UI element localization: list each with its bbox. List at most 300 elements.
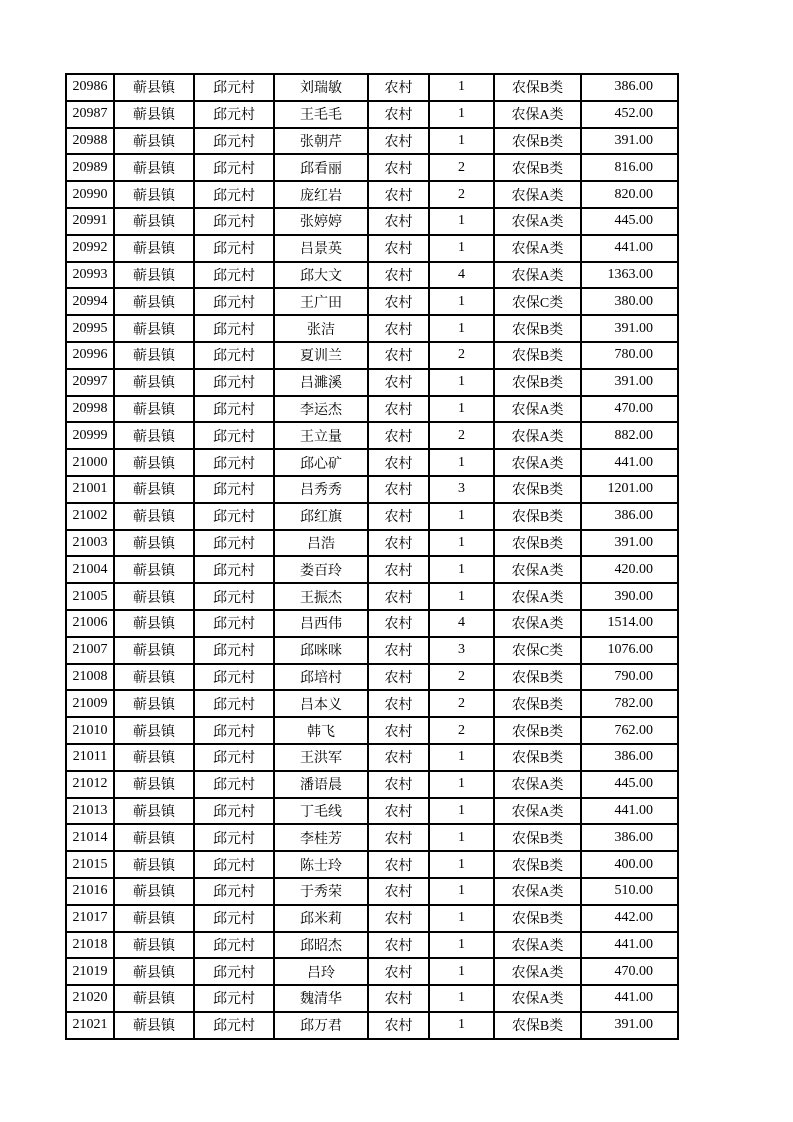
category-cell: 农保B类 xyxy=(494,369,581,396)
village-cell: 邱元村 xyxy=(194,449,274,476)
seq-cell: 21006 xyxy=(66,610,114,637)
count-cell: 1 xyxy=(429,369,494,396)
seq-cell: 21009 xyxy=(66,690,114,717)
table-row xyxy=(66,985,678,1012)
type-cell: 农村 xyxy=(368,583,429,610)
count-cell: 3 xyxy=(429,476,494,503)
category-cell: 农保A类 xyxy=(494,985,581,1012)
amount-cell: 1201.00 xyxy=(581,476,678,503)
type-cell: 农村 xyxy=(368,798,429,825)
count-cell: 1 xyxy=(429,771,494,798)
name-cell: 邱万君 xyxy=(274,1012,368,1039)
name-cell: 吕濉溪 xyxy=(274,369,368,396)
count-cell: 4 xyxy=(429,262,494,289)
name-cell: 邱大文 xyxy=(274,262,368,289)
type-cell: 农村 xyxy=(368,235,429,262)
count-cell: 1 xyxy=(429,235,494,262)
name-cell: 吕浩 xyxy=(274,530,368,557)
count-cell: 1 xyxy=(429,958,494,985)
town-cell: 蕲县镇 xyxy=(114,396,194,423)
type-cell: 农村 xyxy=(368,181,429,208)
name-cell: 邱咪咪 xyxy=(274,637,368,664)
type-cell: 农村 xyxy=(368,476,429,503)
seq-cell: 21007 xyxy=(66,637,114,664)
town-cell: 蕲县镇 xyxy=(114,932,194,959)
village-cell: 邱元村 xyxy=(194,342,274,369)
name-cell: 娄百玲 xyxy=(274,556,368,583)
count-cell: 1 xyxy=(429,449,494,476)
name-cell: 邱看丽 xyxy=(274,154,368,181)
count-cell: 1 xyxy=(429,824,494,851)
category-cell: 农保A类 xyxy=(494,422,581,449)
town-cell: 蕲县镇 xyxy=(114,503,194,530)
amount-cell: 780.00 xyxy=(581,342,678,369)
name-cell: 王毛毛 xyxy=(274,101,368,128)
type-cell: 农村 xyxy=(368,985,429,1012)
village-cell: 邱元村 xyxy=(194,181,274,208)
type-cell: 农村 xyxy=(368,637,429,664)
table-row xyxy=(66,369,678,396)
count-cell: 1 xyxy=(429,878,494,905)
category-cell: 农保A类 xyxy=(494,181,581,208)
name-cell: 吕玲 xyxy=(274,958,368,985)
name-cell: 张朝芹 xyxy=(274,128,368,155)
amount-cell: 470.00 xyxy=(581,396,678,423)
type-cell: 农村 xyxy=(368,744,429,771)
village-cell: 邱元村 xyxy=(194,664,274,691)
village-cell: 邱元村 xyxy=(194,690,274,717)
amount-cell: 1514.00 xyxy=(581,610,678,637)
table-row xyxy=(66,101,678,128)
table-row xyxy=(66,1012,678,1039)
category-cell: 农保C类 xyxy=(494,637,581,664)
amount-cell: 391.00 xyxy=(581,315,678,342)
town-cell: 蕲县镇 xyxy=(114,905,194,932)
seq-cell: 21008 xyxy=(66,664,114,691)
amount-cell: 882.00 xyxy=(581,422,678,449)
table-row xyxy=(66,690,678,717)
count-cell: 1 xyxy=(429,932,494,959)
count-cell: 2 xyxy=(429,690,494,717)
seq-cell: 21002 xyxy=(66,503,114,530)
amount-cell: 445.00 xyxy=(581,208,678,235)
type-cell: 农村 xyxy=(368,556,429,583)
town-cell: 蕲县镇 xyxy=(114,235,194,262)
village-cell: 邱元村 xyxy=(194,101,274,128)
category-cell: 农保A类 xyxy=(494,878,581,905)
village-cell: 邱元村 xyxy=(194,771,274,798)
town-cell: 蕲县镇 xyxy=(114,208,194,235)
town-cell: 蕲县镇 xyxy=(114,288,194,315)
type-cell: 农村 xyxy=(368,74,429,101)
category-cell: 农保B类 xyxy=(494,476,581,503)
town-cell: 蕲县镇 xyxy=(114,181,194,208)
town-cell: 蕲县镇 xyxy=(114,369,194,396)
count-cell: 1 xyxy=(429,530,494,557)
table-row xyxy=(66,905,678,932)
amount-cell: 442.00 xyxy=(581,905,678,932)
village-cell: 邱元村 xyxy=(194,905,274,932)
seq-cell: 21010 xyxy=(66,717,114,744)
seq-cell: 20988 xyxy=(66,128,114,155)
count-cell: 1 xyxy=(429,101,494,128)
name-cell: 李桂芳 xyxy=(274,824,368,851)
town-cell: 蕲县镇 xyxy=(114,878,194,905)
seq-cell: 20996 xyxy=(66,342,114,369)
amount-cell: 390.00 xyxy=(581,583,678,610)
name-cell: 丁毛线 xyxy=(274,798,368,825)
count-cell: 3 xyxy=(429,637,494,664)
amount-cell: 386.00 xyxy=(581,744,678,771)
category-cell: 农保B类 xyxy=(494,154,581,181)
table-row xyxy=(66,664,678,691)
category-cell: 农保A类 xyxy=(494,396,581,423)
seq-cell: 20990 xyxy=(66,181,114,208)
type-cell: 农村 xyxy=(368,262,429,289)
town-cell: 蕲县镇 xyxy=(114,476,194,503)
town-cell: 蕲县镇 xyxy=(114,1012,194,1039)
village-cell: 邱元村 xyxy=(194,154,274,181)
amount-cell: 386.00 xyxy=(581,824,678,851)
count-cell: 1 xyxy=(429,503,494,530)
type-cell: 农村 xyxy=(368,771,429,798)
town-cell: 蕲县镇 xyxy=(114,637,194,664)
town-cell: 蕲县镇 xyxy=(114,958,194,985)
count-cell: 1 xyxy=(429,905,494,932)
name-cell: 吕景英 xyxy=(274,235,368,262)
village-cell: 邱元村 xyxy=(194,262,274,289)
table-row xyxy=(66,958,678,985)
count-cell: 1 xyxy=(429,1012,494,1039)
table-row xyxy=(66,128,678,155)
amount-cell: 391.00 xyxy=(581,369,678,396)
category-cell: 农保B类 xyxy=(494,905,581,932)
town-cell: 蕲县镇 xyxy=(114,74,194,101)
seq-cell: 21019 xyxy=(66,958,114,985)
town-cell: 蕲县镇 xyxy=(114,985,194,1012)
town-cell: 蕲县镇 xyxy=(114,744,194,771)
seq-cell: 20999 xyxy=(66,422,114,449)
type-cell: 农村 xyxy=(368,878,429,905)
count-cell: 1 xyxy=(429,583,494,610)
category-cell: 农保A类 xyxy=(494,235,581,262)
table-row xyxy=(66,235,678,262)
name-cell: 于秀荣 xyxy=(274,878,368,905)
name-cell: 王立量 xyxy=(274,422,368,449)
count-cell: 1 xyxy=(429,744,494,771)
name-cell: 陈士玲 xyxy=(274,851,368,878)
table-row xyxy=(66,288,678,315)
type-cell: 农村 xyxy=(368,851,429,878)
village-cell: 邱元村 xyxy=(194,288,274,315)
amount-cell: 441.00 xyxy=(581,449,678,476)
category-cell: 农保A类 xyxy=(494,771,581,798)
seq-cell: 21016 xyxy=(66,878,114,905)
amount-cell: 820.00 xyxy=(581,181,678,208)
town-cell: 蕲县镇 xyxy=(114,342,194,369)
category-cell: 农保B类 xyxy=(494,664,581,691)
type-cell: 农村 xyxy=(368,1012,429,1039)
town-cell: 蕲县镇 xyxy=(114,771,194,798)
amount-cell: 400.00 xyxy=(581,851,678,878)
type-cell: 农村 xyxy=(368,449,429,476)
name-cell: 庞红岩 xyxy=(274,181,368,208)
amount-cell: 380.00 xyxy=(581,288,678,315)
amount-cell: 790.00 xyxy=(581,664,678,691)
seq-cell: 21011 xyxy=(66,744,114,771)
amount-cell: 391.00 xyxy=(581,128,678,155)
village-cell: 邱元村 xyxy=(194,1012,274,1039)
amount-cell: 782.00 xyxy=(581,690,678,717)
seq-cell: 20986 xyxy=(66,74,114,101)
type-cell: 农村 xyxy=(368,288,429,315)
town-cell: 蕲县镇 xyxy=(114,664,194,691)
village-cell: 邱元村 xyxy=(194,128,274,155)
type-cell: 农村 xyxy=(368,315,429,342)
table-body xyxy=(66,74,678,1039)
seq-cell: 21005 xyxy=(66,583,114,610)
type-cell: 农村 xyxy=(368,128,429,155)
seq-cell: 21003 xyxy=(66,530,114,557)
category-cell: 农保B类 xyxy=(494,690,581,717)
seq-cell: 20994 xyxy=(66,288,114,315)
seq-cell: 21000 xyxy=(66,449,114,476)
amount-cell: 510.00 xyxy=(581,878,678,905)
table-row xyxy=(66,556,678,583)
table-row xyxy=(66,932,678,959)
amount-cell: 420.00 xyxy=(581,556,678,583)
name-cell: 王广田 xyxy=(274,288,368,315)
type-cell: 农村 xyxy=(368,422,429,449)
name-cell: 王洪军 xyxy=(274,744,368,771)
village-cell: 邱元村 xyxy=(194,422,274,449)
seq-cell: 20992 xyxy=(66,235,114,262)
town-cell: 蕲县镇 xyxy=(114,262,194,289)
amount-cell: 452.00 xyxy=(581,101,678,128)
town-cell: 蕲县镇 xyxy=(114,422,194,449)
seq-cell: 21014 xyxy=(66,824,114,851)
amount-cell: 391.00 xyxy=(581,1012,678,1039)
seq-cell: 21020 xyxy=(66,985,114,1012)
seq-cell: 21021 xyxy=(66,1012,114,1039)
village-cell: 邱元村 xyxy=(194,556,274,583)
amount-cell: 386.00 xyxy=(581,74,678,101)
town-cell: 蕲县镇 xyxy=(114,583,194,610)
table-row xyxy=(66,74,678,101)
village-cell: 邱元村 xyxy=(194,610,274,637)
village-cell: 邱元村 xyxy=(194,583,274,610)
amount-cell: 445.00 xyxy=(581,771,678,798)
category-cell: 农保A类 xyxy=(494,101,581,128)
seq-cell: 20987 xyxy=(66,101,114,128)
category-cell: 农保B类 xyxy=(494,851,581,878)
amount-cell: 1363.00 xyxy=(581,262,678,289)
table-row xyxy=(66,878,678,905)
seq-cell: 20995 xyxy=(66,315,114,342)
category-cell: 农保A类 xyxy=(494,449,581,476)
table-row xyxy=(66,637,678,664)
table-row xyxy=(66,530,678,557)
table-row xyxy=(66,824,678,851)
name-cell: 邱心矿 xyxy=(274,449,368,476)
name-cell: 吕秀秀 xyxy=(274,476,368,503)
town-cell: 蕲县镇 xyxy=(114,101,194,128)
amount-cell: 470.00 xyxy=(581,958,678,985)
table-row xyxy=(66,315,678,342)
village-cell: 邱元村 xyxy=(194,74,274,101)
category-cell: 农保A类 xyxy=(494,932,581,959)
name-cell: 魏清华 xyxy=(274,985,368,1012)
village-cell: 邱元村 xyxy=(194,476,274,503)
amount-cell: 441.00 xyxy=(581,798,678,825)
town-cell: 蕲县镇 xyxy=(114,851,194,878)
seq-cell: 21001 xyxy=(66,476,114,503)
table-row xyxy=(66,717,678,744)
village-cell: 邱元村 xyxy=(194,396,274,423)
benefits-table xyxy=(65,73,679,1040)
name-cell: 吕本义 xyxy=(274,690,368,717)
village-cell: 邱元村 xyxy=(194,315,274,342)
table-row xyxy=(66,610,678,637)
name-cell: 夏训兰 xyxy=(274,342,368,369)
table-row xyxy=(66,208,678,235)
name-cell: 邱培村 xyxy=(274,664,368,691)
town-cell: 蕲县镇 xyxy=(114,530,194,557)
table-row xyxy=(66,476,678,503)
count-cell: 2 xyxy=(429,342,494,369)
category-cell: 农保A类 xyxy=(494,208,581,235)
name-cell: 吕西伟 xyxy=(274,610,368,637)
table-row xyxy=(66,396,678,423)
table-row xyxy=(66,154,678,181)
village-cell: 邱元村 xyxy=(194,851,274,878)
amount-cell: 441.00 xyxy=(581,235,678,262)
town-cell: 蕲县镇 xyxy=(114,449,194,476)
name-cell: 王振杰 xyxy=(274,583,368,610)
village-cell: 邱元村 xyxy=(194,369,274,396)
seq-cell: 20993 xyxy=(66,262,114,289)
table-row xyxy=(66,449,678,476)
table-row xyxy=(66,181,678,208)
category-cell: 农保A类 xyxy=(494,958,581,985)
seq-cell: 20998 xyxy=(66,396,114,423)
seq-cell: 21013 xyxy=(66,798,114,825)
category-cell: 农保A类 xyxy=(494,556,581,583)
table-row xyxy=(66,771,678,798)
category-cell: 农保B类 xyxy=(494,717,581,744)
town-cell: 蕲县镇 xyxy=(114,717,194,744)
name-cell: 韩飞 xyxy=(274,717,368,744)
town-cell: 蕲县镇 xyxy=(114,824,194,851)
town-cell: 蕲县镇 xyxy=(114,315,194,342)
table-row xyxy=(66,851,678,878)
name-cell: 邱红旗 xyxy=(274,503,368,530)
town-cell: 蕲县镇 xyxy=(114,610,194,637)
village-cell: 邱元村 xyxy=(194,878,274,905)
table-row xyxy=(66,798,678,825)
count-cell: 1 xyxy=(429,74,494,101)
type-cell: 农村 xyxy=(368,208,429,235)
type-cell: 农村 xyxy=(368,369,429,396)
amount-cell: 391.00 xyxy=(581,530,678,557)
count-cell: 2 xyxy=(429,664,494,691)
table-row xyxy=(66,342,678,369)
village-cell: 邱元村 xyxy=(194,932,274,959)
seq-cell: 21012 xyxy=(66,771,114,798)
category-cell: 农保B类 xyxy=(494,315,581,342)
category-cell: 农保A类 xyxy=(494,610,581,637)
village-cell: 邱元村 xyxy=(194,824,274,851)
town-cell: 蕲县镇 xyxy=(114,798,194,825)
type-cell: 农村 xyxy=(368,396,429,423)
type-cell: 农村 xyxy=(368,717,429,744)
category-cell: 农保B类 xyxy=(494,824,581,851)
count-cell: 1 xyxy=(429,851,494,878)
seq-cell: 21015 xyxy=(66,851,114,878)
seq-cell: 20991 xyxy=(66,208,114,235)
category-cell: 农保B类 xyxy=(494,342,581,369)
category-cell: 农保A类 xyxy=(494,798,581,825)
village-cell: 邱元村 xyxy=(194,637,274,664)
category-cell: 农保B类 xyxy=(494,1012,581,1039)
village-cell: 邱元村 xyxy=(194,985,274,1012)
amount-cell: 441.00 xyxy=(581,985,678,1012)
type-cell: 农村 xyxy=(368,610,429,637)
category-cell: 农保B类 xyxy=(494,74,581,101)
count-cell: 1 xyxy=(429,208,494,235)
category-cell: 农保B类 xyxy=(494,503,581,530)
village-cell: 邱元村 xyxy=(194,208,274,235)
town-cell: 蕲县镇 xyxy=(114,556,194,583)
category-cell: 农保A类 xyxy=(494,583,581,610)
seq-cell: 21004 xyxy=(66,556,114,583)
seq-cell: 20989 xyxy=(66,154,114,181)
type-cell: 农村 xyxy=(368,101,429,128)
seq-cell: 20997 xyxy=(66,369,114,396)
town-cell: 蕲县镇 xyxy=(114,690,194,717)
count-cell: 1 xyxy=(429,288,494,315)
amount-cell: 386.00 xyxy=(581,503,678,530)
town-cell: 蕲县镇 xyxy=(114,154,194,181)
type-cell: 农村 xyxy=(368,824,429,851)
village-cell: 邱元村 xyxy=(194,798,274,825)
count-cell: 1 xyxy=(429,798,494,825)
name-cell: 邱米莉 xyxy=(274,905,368,932)
amount-cell: 816.00 xyxy=(581,154,678,181)
count-cell: 4 xyxy=(429,610,494,637)
amount-cell: 762.00 xyxy=(581,717,678,744)
table-row xyxy=(66,744,678,771)
category-cell: 农保B类 xyxy=(494,128,581,155)
name-cell: 潘语晨 xyxy=(274,771,368,798)
amount-cell: 441.00 xyxy=(581,932,678,959)
type-cell: 农村 xyxy=(368,503,429,530)
category-cell: 农保B类 xyxy=(494,744,581,771)
type-cell: 农村 xyxy=(368,905,429,932)
category-cell: 农保A类 xyxy=(494,262,581,289)
count-cell: 2 xyxy=(429,717,494,744)
type-cell: 农村 xyxy=(368,154,429,181)
table-row xyxy=(66,262,678,289)
count-cell: 1 xyxy=(429,315,494,342)
name-cell: 刘瑞敏 xyxy=(274,74,368,101)
village-cell: 邱元村 xyxy=(194,503,274,530)
table-row xyxy=(66,422,678,449)
table-row xyxy=(66,503,678,530)
village-cell: 邱元村 xyxy=(194,235,274,262)
type-cell: 农村 xyxy=(368,958,429,985)
name-cell: 李运杰 xyxy=(274,396,368,423)
